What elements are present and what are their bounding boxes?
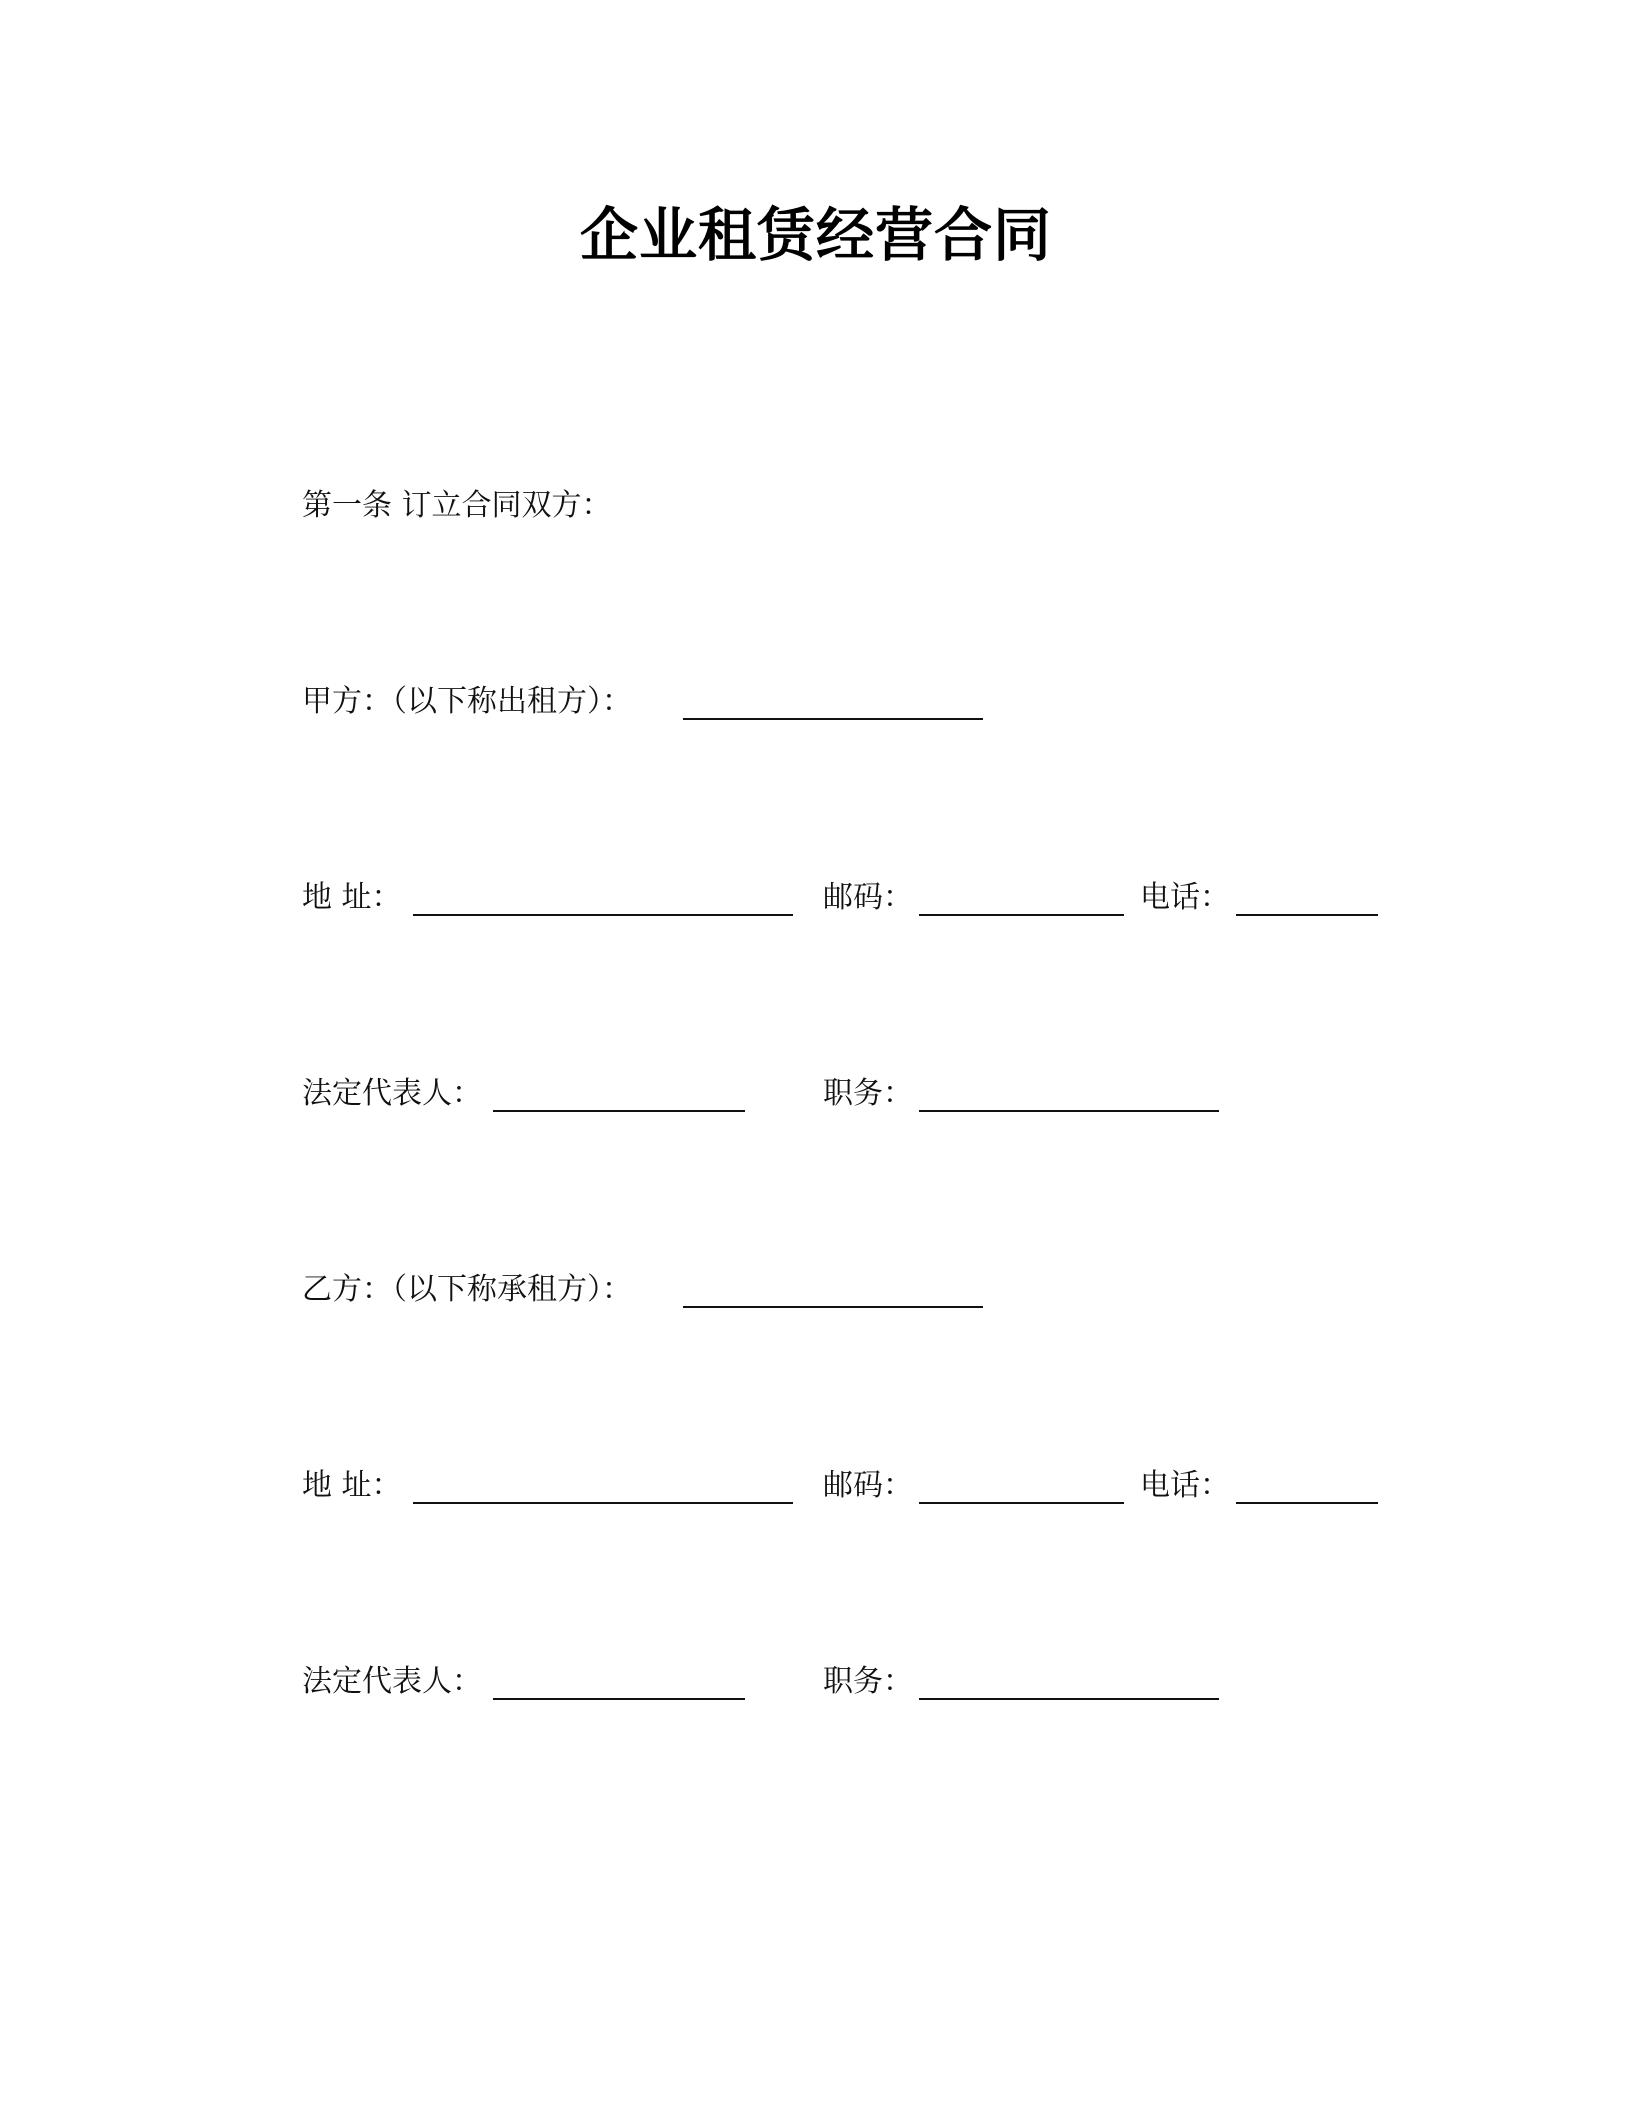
party-b-position-label: 职务：: [823, 1664, 913, 1699]
party-a-address-label: 地 址：: [302, 880, 402, 915]
party-a-phone-label: 电话：: [1140, 880, 1230, 915]
party-b-position-field[interactable]: [919, 1698, 1219, 1700]
party-b-address-field[interactable]: [413, 1502, 793, 1504]
party-a-address-field[interactable]: [413, 914, 793, 916]
party-a-name-field[interactable]: [683, 718, 983, 720]
party-a-phone-field[interactable]: [1236, 914, 1378, 916]
party-b-name-field[interactable]: [683, 1306, 983, 1308]
party-a-label: 甲方：（以下称出租方）：: [302, 684, 632, 719]
party-a-postcode-label: 邮码：: [823, 880, 913, 915]
party-b-address-label: 地 址：: [302, 1468, 402, 1503]
document-title: 企业租赁经营合同: [579, 201, 1052, 269]
article-1-heading: 第一条 订立合同双方：: [302, 488, 612, 523]
party-a-legal-rep-field[interactable]: [493, 1110, 745, 1112]
party-b-phone-label: 电话：: [1140, 1468, 1230, 1503]
party-b-label: 乙方：（以下称承租方）：: [302, 1272, 632, 1307]
party-b-legal-rep-label: 法定代表人：: [302, 1664, 482, 1699]
party-b-legal-rep-field[interactable]: [493, 1698, 745, 1700]
party-a-legal-rep-label: 法定代表人：: [302, 1076, 482, 1111]
party-a-postcode-field[interactable]: [919, 914, 1124, 916]
party-b-postcode-field[interactable]: [919, 1502, 1124, 1504]
party-b-phone-field[interactable]: [1236, 1502, 1378, 1504]
party-a-position-field[interactable]: [919, 1110, 1219, 1112]
party-a-position-label: 职务：: [823, 1076, 913, 1111]
party-b-postcode-label: 邮码：: [823, 1468, 913, 1503]
